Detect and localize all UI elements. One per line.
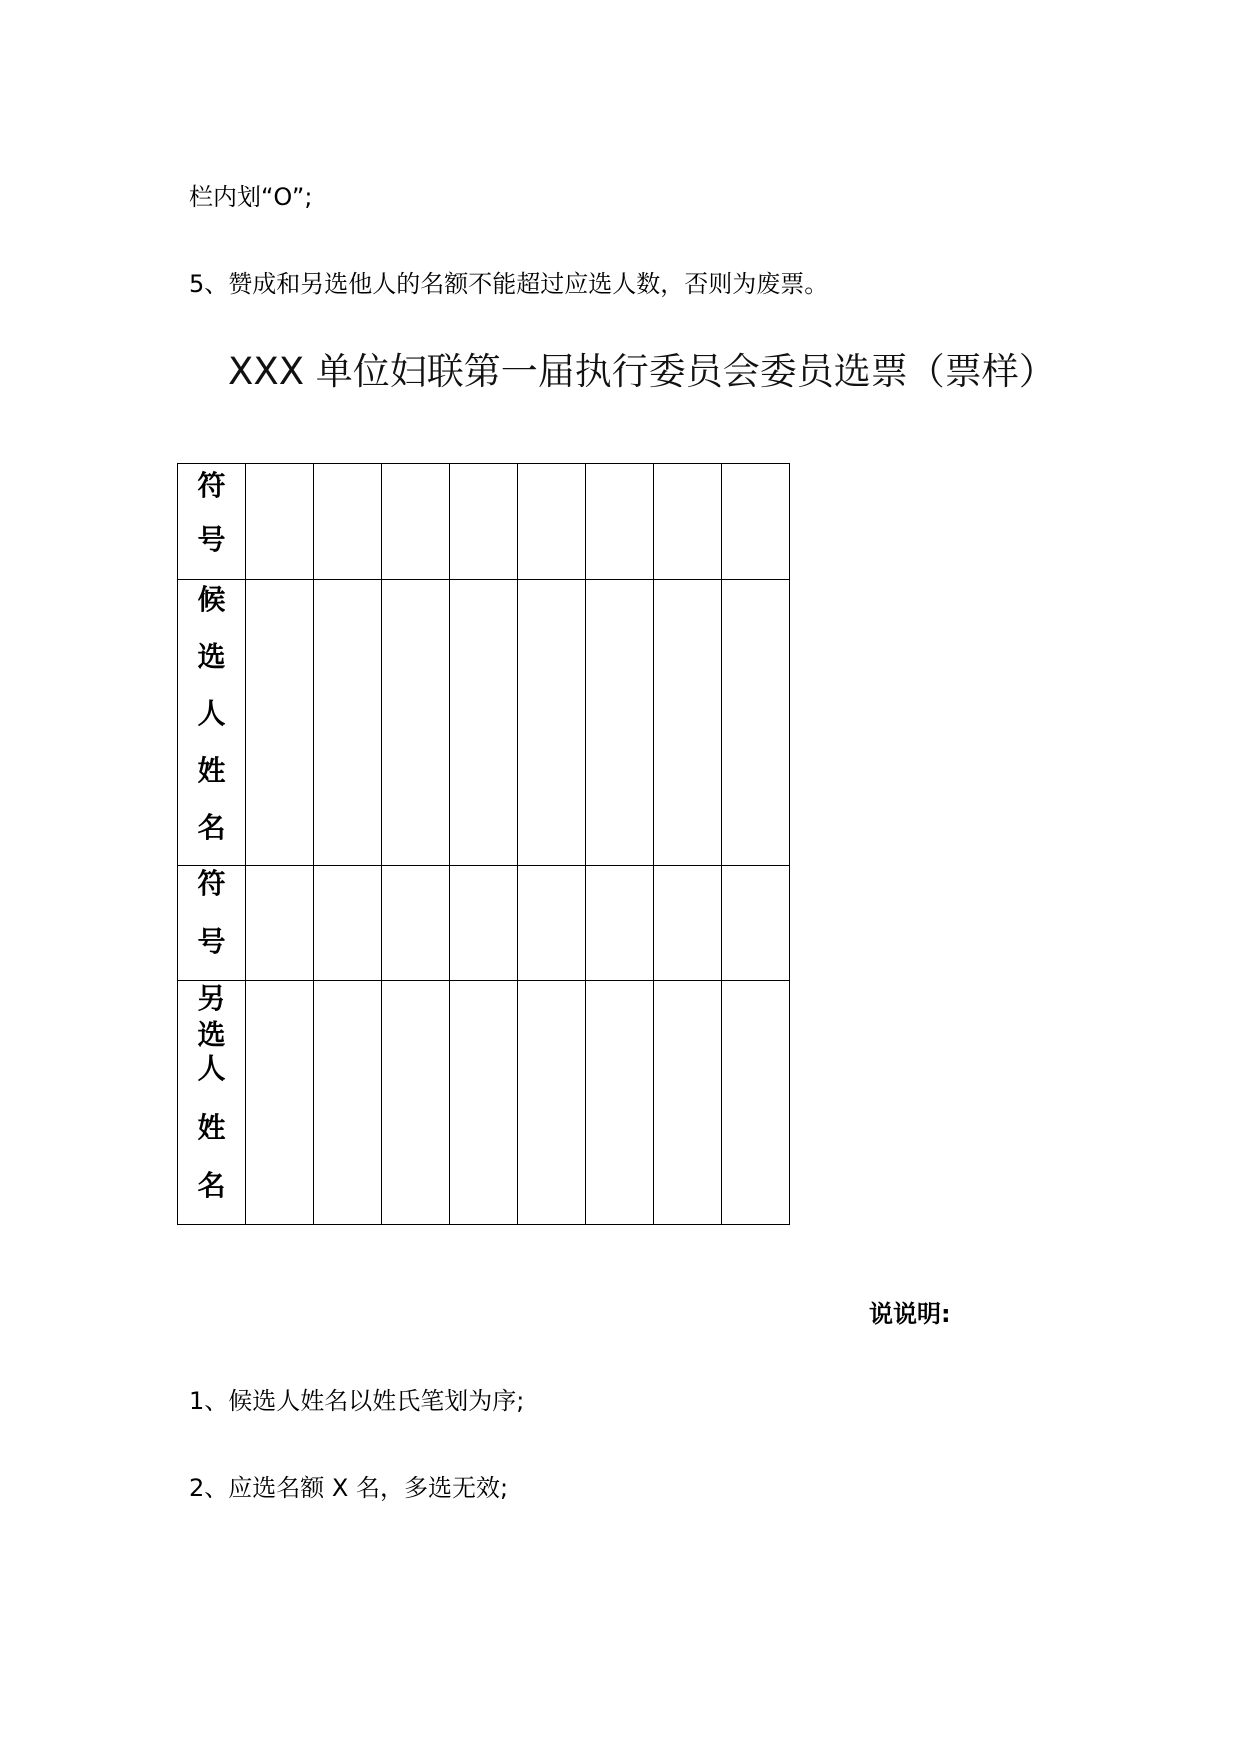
row-header-text — [178, 981, 245, 1215]
header-char: 符 — [197, 469, 226, 502]
blank-cell — [314, 981, 382, 1225]
blank-cell — [246, 580, 314, 866]
intro-line-1: 栏内划“O”; — [189, 183, 313, 211]
header-char: 号 — [197, 523, 226, 556]
blank-cell — [518, 866, 586, 981]
table-row-other-candidate-name — [178, 981, 790, 1225]
header-char: 符 — [197, 867, 226, 900]
table-row-symbol — [178, 866, 790, 981]
header-char: 人 — [197, 1052, 226, 1085]
blank-cell — [246, 866, 314, 981]
blank-cell — [382, 981, 450, 1225]
blank-cell — [246, 464, 314, 580]
blank-cell — [450, 866, 518, 981]
blank-cell — [382, 866, 450, 981]
header-char: 选 — [197, 640, 226, 673]
header-char: 名 — [197, 1169, 226, 1202]
blank-cell — [382, 464, 450, 580]
row-header-text — [178, 459, 245, 567]
blank-cell — [450, 580, 518, 866]
note-line-2: 2、应选名额 X 名，多选无效; — [189, 1474, 509, 1502]
blank-cell — [722, 464, 790, 580]
notes-heading: 说说明: — [869, 1300, 951, 1328]
blank-cell — [586, 866, 654, 981]
blank-cell — [654, 464, 722, 580]
blank-cell — [450, 981, 518, 1225]
header-char: 人 — [197, 697, 226, 730]
row-header-text — [178, 855, 245, 971]
table-row-candidate-name — [178, 580, 790, 866]
header-char: 姓 — [197, 754, 226, 787]
blank-cell — [382, 580, 450, 866]
blank-cell — [246, 981, 314, 1225]
ballot-table — [177, 463, 790, 1225]
blank-cell — [654, 580, 722, 866]
row-header-candidate-name — [178, 580, 246, 866]
blank-cell — [722, 866, 790, 981]
intro-line-2: 5、赞成和另选他人的名额不能超过应选人数，否则为废票。 — [189, 270, 829, 298]
row-header-text — [178, 571, 245, 856]
header-char: 名 — [197, 811, 226, 844]
blank-cell — [314, 580, 382, 866]
header-char: 姓 — [197, 1111, 226, 1144]
header-char: 候 — [197, 583, 226, 616]
blank-cell — [314, 866, 382, 981]
header-char: 号 — [197, 925, 226, 958]
blank-cell — [586, 580, 654, 866]
blank-cell — [314, 464, 382, 580]
blank-cell — [722, 580, 790, 866]
row-header-other-candidate-name — [178, 981, 246, 1225]
blank-cell — [450, 464, 518, 580]
header-char: 选 — [197, 1018, 226, 1051]
row-header-symbol — [178, 866, 246, 981]
header-char: 另 — [197, 982, 226, 1015]
blank-cell — [722, 981, 790, 1225]
blank-cell — [518, 464, 586, 580]
blank-cell — [654, 866, 722, 981]
note-line-1: 1、候选人姓名以姓氏笔划为序; — [189, 1387, 525, 1415]
ballot-title: XXX 单位妇联第一届执行委员会委员选票（票样） — [228, 350, 1056, 393]
blank-cell — [654, 981, 722, 1225]
row-header-symbol — [178, 464, 246, 580]
blank-cell — [518, 981, 586, 1225]
blank-cell — [586, 981, 654, 1225]
table-row-symbol — [178, 464, 790, 580]
blank-cell — [518, 580, 586, 866]
blank-cell — [586, 464, 654, 580]
